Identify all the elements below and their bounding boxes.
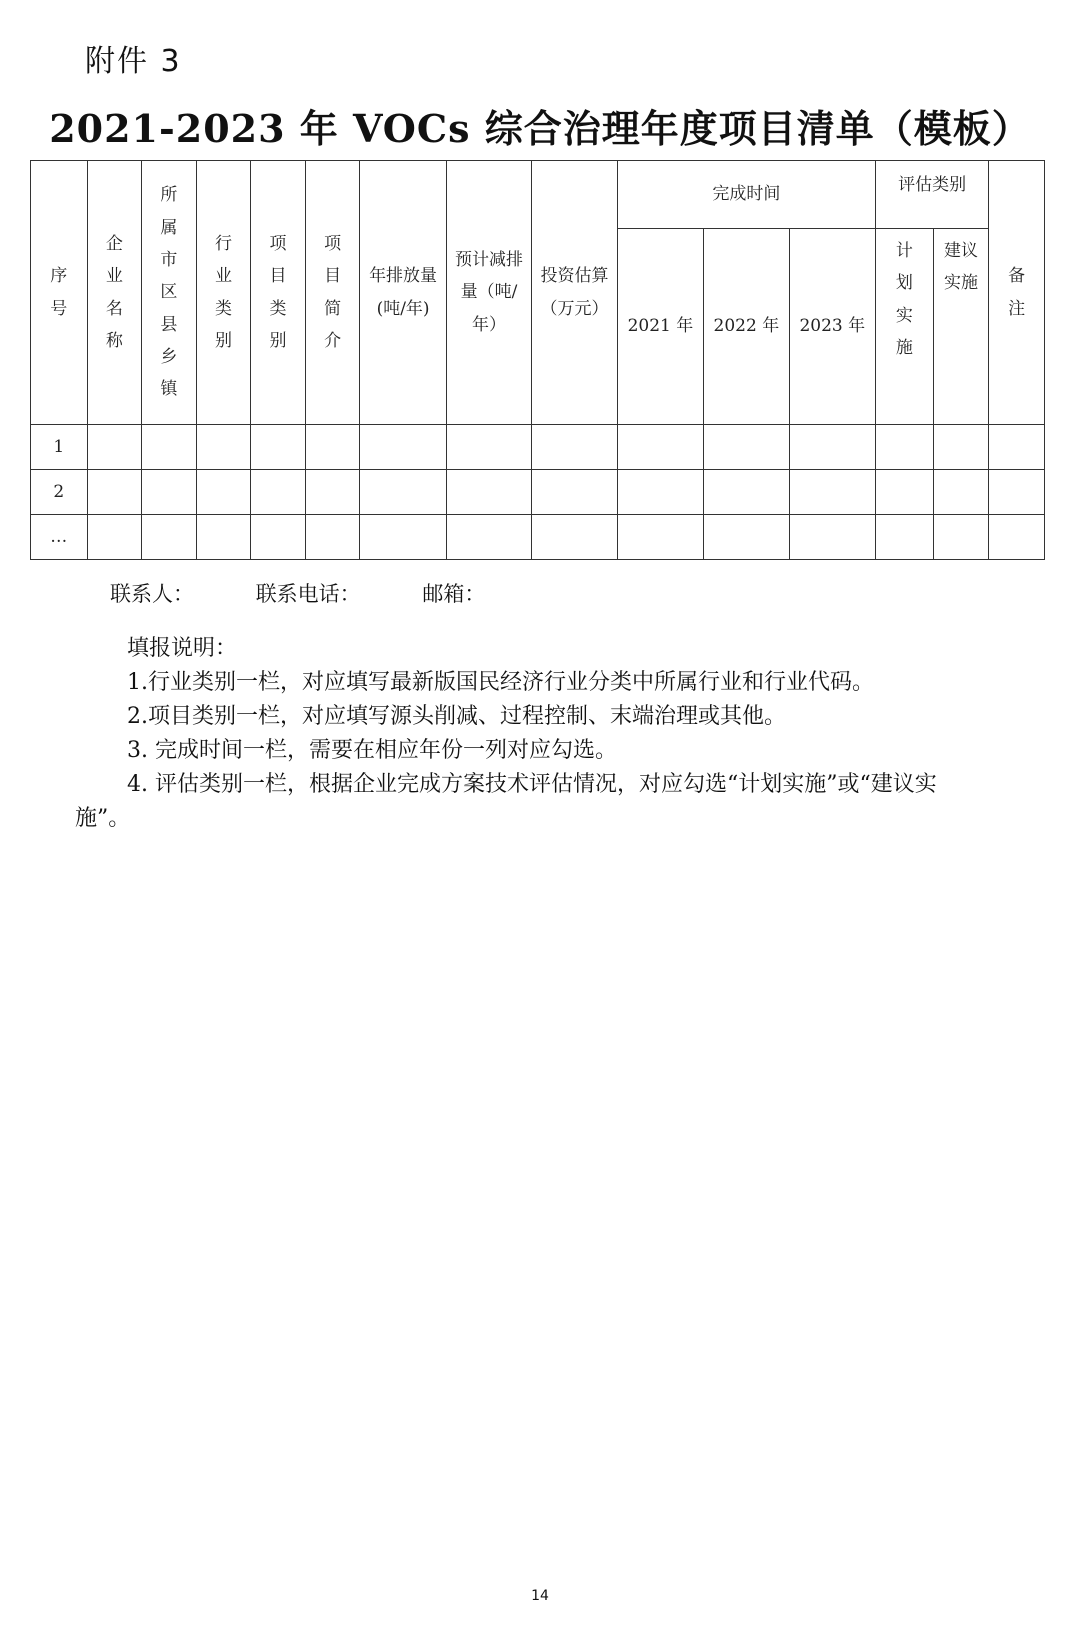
header-seq: 序号	[31, 161, 88, 425]
contact-line	[110, 578, 540, 608]
header-investment: 投资估算（万元）	[532, 161, 617, 425]
note-item: 2.项目类别一栏，对应填写源头削减、过程控制、末端治理或其他。	[127, 704, 786, 729]
header-assessment: 评估类别	[876, 161, 989, 229]
filling-instructions	[75, 632, 980, 836]
row-seq: 2	[31, 470, 88, 515]
project-list-table	[30, 160, 1045, 560]
header-row-1	[31, 161, 1045, 229]
header-year-2022: 2022 年	[704, 229, 789, 425]
header-project-type: 项目类别	[251, 161, 306, 425]
contact-email-label: 邮箱：	[422, 582, 486, 606]
header-industry: 行业类别	[196, 161, 251, 425]
document-title: 2021-2023 年 VOCs 综合治理年度项目清单（模板）	[49, 106, 1031, 151]
row-seq: …	[31, 515, 88, 560]
contact-phone-label: 联系电话：	[255, 582, 361, 606]
note-item: 3. 完成时间一栏，需要在相应年份一列对应勾选。	[127, 738, 617, 763]
page-number: 14	[531, 1588, 549, 1604]
header-year-2023: 2023 年	[789, 229, 875, 425]
row-seq: 1	[31, 425, 88, 470]
header-completion-time: 完成时间	[617, 161, 875, 229]
header-company: 企业名称	[87, 161, 142, 425]
contact-person-label: 联系人：	[110, 582, 194, 606]
header-year-2021: 2021 年	[617, 229, 703, 425]
header-reduction: 预计减排量（吨/年）	[446, 161, 531, 425]
table-row	[31, 470, 1045, 515]
notes-heading: 填报说明：	[127, 636, 238, 661]
header-project-intro: 项目简介	[305, 161, 360, 425]
table-row	[31, 515, 1045, 560]
header-assess-suggest: 建议实施	[933, 229, 989, 425]
header-region: 所属市区县乡镇	[142, 161, 197, 425]
note-item: 4. 评估类别一栏，根据企业完成方案技术评估情况，对应勾选“计划实施”或“建议实施”。	[75, 772, 937, 831]
header-remark: 备注	[989, 161, 1045, 425]
header-annual-emission: 年排放量(吨/年)	[360, 161, 446, 425]
note-item: 1.行业类别一栏，对应填写最新版国民经济行业分类中所属行业和行业代码。	[127, 670, 874, 695]
header-assess-plan: 计划实施	[876, 229, 934, 425]
attachment-label: 附件 3	[85, 44, 182, 79]
table-row	[31, 425, 1045, 470]
